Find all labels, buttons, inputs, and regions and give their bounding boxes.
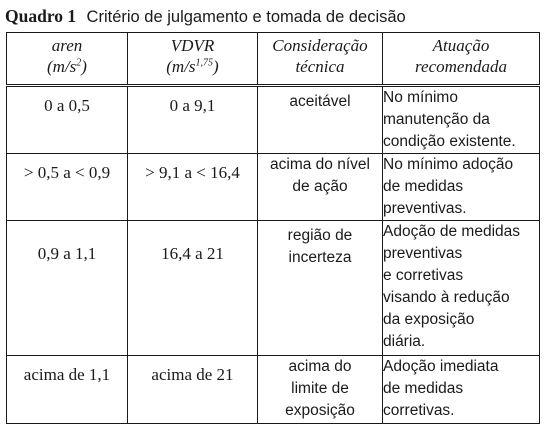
cell-atuacao: No mínimo adoção de medidas preventivas.	[383, 154, 540, 221]
cell-aren: 0,9 a 1,1	[7, 221, 128, 356]
header-consideracao: Consideração técnica	[258, 33, 383, 86]
cell-vdvr: acima de 21	[128, 356, 258, 424]
table-row	[7, 86, 540, 154]
cell-vdvr: 0 a 9,1	[128, 86, 258, 154]
header-aren-unit: $(m/s^2)$	[47, 57, 87, 76]
cell-atuacao: No mínimo manutenção da condição existente.	[383, 86, 540, 154]
table-caption	[5, 6, 406, 27]
cell-consideracao: acima do nível de ação	[258, 154, 383, 221]
cell-atuacao: Adoção imediata de medidas corretivas.	[383, 356, 540, 424]
table-row	[7, 154, 540, 221]
header-vdvr	[128, 33, 258, 86]
cell-atuacao: Adoção de medidas preventivas e corretivas visando à redução da exposição diária.	[383, 221, 540, 356]
header-atuacao: Atuação recomendada	[383, 33, 540, 86]
cell-consideracao: acima do limite de exposição	[258, 356, 383, 424]
criteria-table	[6, 32, 540, 424]
cell-vdvr: 16,4 a 21	[128, 221, 258, 356]
table-row	[7, 356, 540, 424]
table-row	[7, 221, 540, 356]
header-vdvr-unit: $(m/s^{1,75})$	[166, 57, 219, 76]
cell-aren: 0 a 0,5	[7, 86, 128, 154]
cell-consideracao: aceitável	[258, 86, 383, 154]
caption-title: Critério de julgamento e tomada de decisão	[86, 8, 406, 26]
header-vdvr-label: VDVR	[170, 36, 215, 55]
header-aren	[7, 33, 128, 86]
cell-aren: > 0,5 a < 0,9	[7, 154, 128, 221]
cell-consideracao: região de incerteza	[258, 221, 383, 356]
header-aren-label: aren	[51, 36, 83, 55]
caption-label: Quadro 1	[5, 6, 77, 26]
cell-aren: acima de 1,1	[7, 356, 128, 424]
cell-vdvr: > 9,1 a < 16,4	[128, 154, 258, 221]
header-row	[7, 33, 540, 86]
